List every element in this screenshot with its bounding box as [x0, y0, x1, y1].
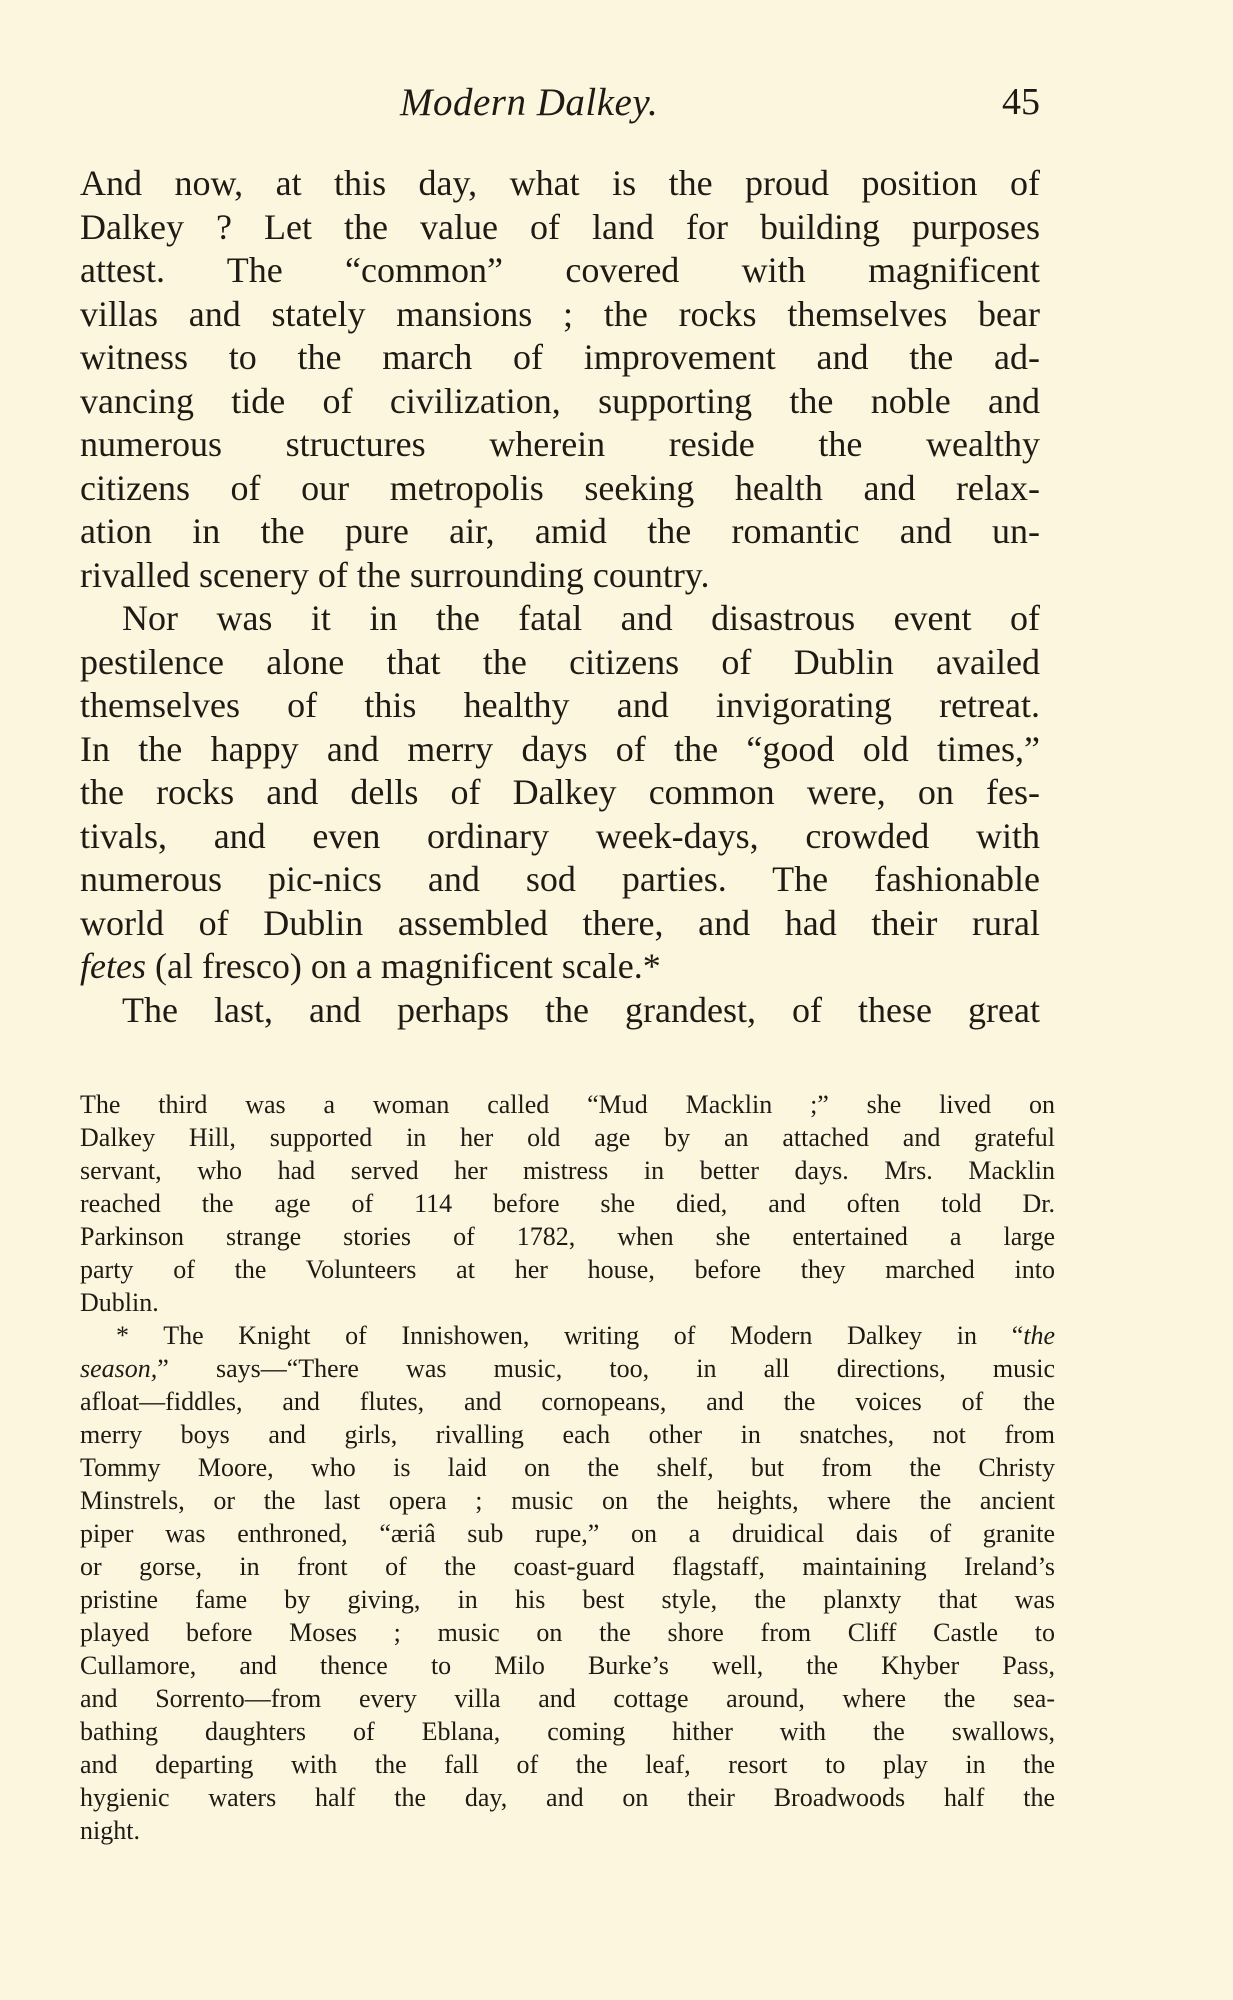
footnote-line [80, 1319, 1055, 1352]
text-line: tivals, and even ordinary week-days, crowded with [80, 815, 1040, 856]
footnote-line: night. [80, 1816, 140, 1845]
text-line: And now, at this day, what is the proud position of [80, 163, 1040, 203]
footnote-line: Tommy Moore, who is laid on the shelf, but from the Christy [80, 1453, 1055, 1482]
footnote-text: * The Knight of Innishowen, writing of Modern Dalkey in “ [116, 1321, 1024, 1350]
italic-word: season, [80, 1354, 158, 1383]
text-line: The last, and perhaps the grandest, of these great [122, 989, 1040, 1030]
italic-word: fetes [80, 946, 146, 986]
text-line: villas and stately mansions ; the rocks themselves bear [80, 293, 1040, 334]
text-line [80, 945, 1040, 989]
footnote-line: pristine fame by giving, in his best style, the planxty that was [80, 1585, 1055, 1614]
footnote-line: piper was enthroned, “æriâ sub rupe,” on a druidical dais of granite [80, 1519, 1055, 1548]
footnote-line: Dalkey Hill, supported in her old age by an attached and grateful [80, 1123, 1055, 1152]
text-line-rest: (al fresco) on a magnificent scale.* [145, 946, 661, 986]
text-line: Dalkey ? Let the value of land for building purposes [80, 206, 1040, 247]
footnote-line: Cullamore, and thence to Milo Burke’s well, the Khyber Pass, [80, 1651, 1055, 1680]
main-text [80, 162, 1040, 1032]
footnote-text: ” says—“There was music, too, in all directions, music [157, 1354, 1055, 1383]
text-line: pestilence alone that the citizens of Dublin availed [80, 641, 1040, 682]
footnote-line [80, 1352, 1055, 1385]
footnote-line: afloat—fiddles, and flutes, and cornopeans, and the voices of the [80, 1387, 1055, 1416]
text-line: In the happy and merry days of the “good old times,” [80, 728, 1040, 769]
text-line: numerous structures wherein reside the wealthy [80, 424, 1040, 464]
text-line: Nor was it in the fatal and disastrous event of [122, 598, 1040, 638]
text-line: vancing tide of civilization, supporting the noble and [80, 380, 1040, 421]
text-line: witness to the march of improvement and the ad- [80, 337, 1040, 377]
footnote-line: Minstrels, or the last opera ; music on the heights, where the ancient [80, 1486, 1055, 1515]
text-line: rivalled scenery of the surrounding country. [80, 554, 710, 595]
footnote-line: hygienic waters half the day, and on their Broadwoods half the [80, 1783, 1055, 1812]
footnote-line: Parkinson strange stories of 1782, when she entertained a large [80, 1222, 1055, 1251]
footnote-line: The third was a woman called “Mud Macklin ;” she lived on [80, 1090, 1055, 1119]
footnote-line: bathing daughters of Eblana, coming hither with the swallows, [80, 1717, 1055, 1746]
text-line: ation in the pure air, amid the romantic and un- [80, 511, 1040, 551]
running-title: Modern Dalkey. [400, 81, 659, 124]
footnote-line: or gorse, in front of the coast-guard flagstaff, maintaining Ireland’s [80, 1552, 1055, 1581]
text-line: numerous pic-nics and sod parties. The fashionable [80, 859, 1040, 899]
text-line: world of Dublin assembled there, and had their rural [80, 902, 1040, 943]
text-line: attest. The “common” covered with magnificent [80, 250, 1040, 290]
text-line: the rocks and dells of Dalkey common were, on fes- [80, 772, 1040, 812]
page-number: 45 [1002, 81, 1040, 123]
text-line: citizens of our metropolis seeking health and relax- [80, 467, 1040, 508]
footnote-line: played before Moses ; music on the shore from Cliff Castle to [80, 1618, 1055, 1647]
footnote-line: merry boys and girls, rivalling each other in snatches, not from [80, 1420, 1055, 1449]
footnote-line: Dublin. [80, 1288, 159, 1317]
italic-word: the [1023, 1321, 1055, 1350]
footnotes [80, 1088, 1055, 1847]
footnote-line: reached the age of 114 before she died, and often told Dr. [80, 1189, 1055, 1218]
running-head [80, 80, 1040, 130]
text-line: themselves of this healthy and invigorating retreat. [80, 685, 1040, 725]
footnote-line: servant, who had served her mistress in better days. Mrs. Macklin [80, 1156, 1055, 1185]
footnote-line: and Sorrento—from every villa and cottage around, where the sea- [80, 1684, 1055, 1713]
footnote-line: and departing with the fall of the leaf, resort to play in the [80, 1750, 1055, 1779]
footnote-line: party of the Volunteers at her house, before they marched into [80, 1255, 1055, 1284]
